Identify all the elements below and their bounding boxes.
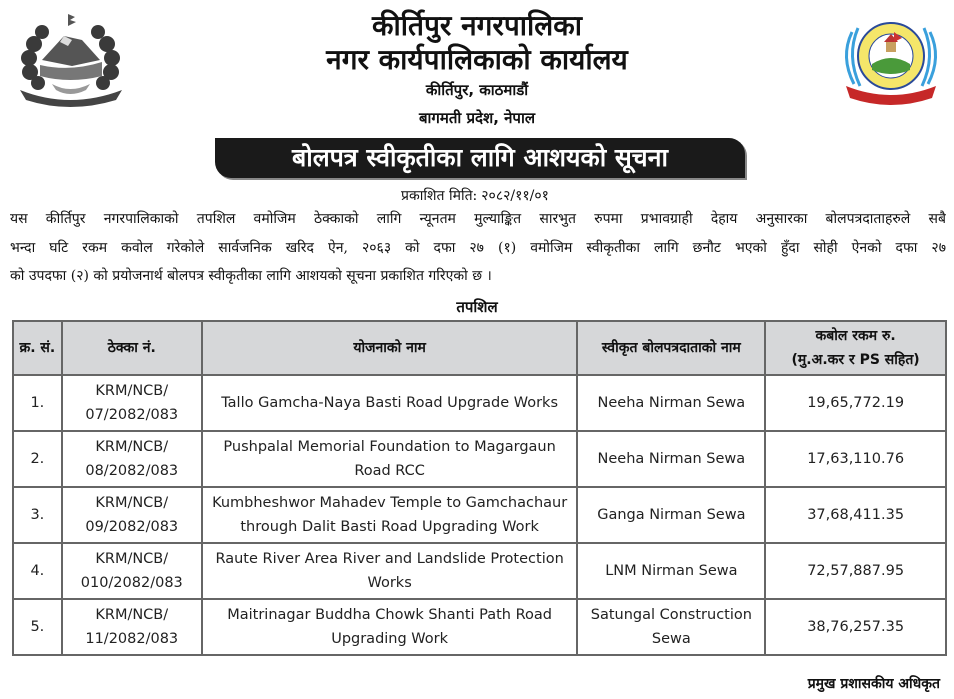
cell-project-name: Pushpalal Memorial Foundation to Magargaun Road RCC	[202, 431, 578, 487]
cell-amount: 17,63,110.76	[765, 431, 946, 487]
cell-amount: 72,57,887.95	[765, 543, 946, 599]
signatory-title: प्रमुख प्रशासकीय अधिकृत	[807, 676, 940, 692]
notice-body-line: भन्दा घटि रकम कवोल गरेकोले सार्वजनिक खरिद ऐन, २०६३ को दफा २७ (१) वमोजिम स्वीकृतीका लागि छनौट भएको हुँदा सोही ऐनको दफा २७	[10, 239, 946, 256]
cell-sn: 2.	[13, 431, 62, 487]
cell-sn: 4.	[13, 543, 62, 599]
cell-project-name: Kumbheshwor Mahadev Temple to Gamchachaur through Dalit Basti Road Upgrading Work	[202, 487, 578, 543]
published-date-line	[0, 186, 954, 205]
notice-body-line: को उपदफा (२) को प्रयोजनार्थ बोलपत्र स्वीकृतीका लागि आशयको सूचना प्रकाशित गरिएको छ ।	[10, 268, 492, 284]
tender-table	[12, 320, 947, 656]
office-location: कीर्तिपुर, काठमाडौं	[425, 81, 529, 99]
cell-amount: 19,65,772.19	[765, 375, 946, 431]
table-row	[13, 599, 946, 655]
cell-project-name: Maitrinagar Buddha Chowk Shanti Path Road Upgrading Work	[202, 599, 578, 655]
notice-title: बोलपत्र स्वीकृतीका लागि आशयको सूचना	[291, 143, 669, 172]
published-label: प्रकाशित मिति:	[401, 188, 478, 204]
table-row	[13, 375, 946, 431]
cell-contract-no: KRM/NCB/ 010/2082/083	[62, 543, 202, 599]
header-sn: क्र. सं.	[13, 321, 62, 375]
cell-sn: 3.	[13, 487, 62, 543]
header-contract-no: ठेक्का नं.	[62, 321, 202, 375]
table-header-row	[13, 321, 946, 375]
cell-sn: 5.	[13, 599, 62, 655]
header-bidder: स्वीकृत बोलपत्रदाताको नाम	[577, 321, 765, 375]
table-row	[13, 487, 946, 543]
cell-amount: 37,68,411.35	[765, 487, 946, 543]
table-row	[13, 543, 946, 599]
published-date: २०८२/११/०१	[481, 188, 549, 204]
cell-contract-no: KRM/NCB/ 11/2082/083	[62, 599, 202, 655]
table-row	[13, 431, 946, 487]
cell-contract-no: KRM/NCB/ 07/2082/083	[62, 375, 202, 431]
cell-contract-no: KRM/NCB/ 08/2082/083	[62, 431, 202, 487]
schedule-heading: तपशिल	[456, 298, 498, 316]
header-amount	[765, 321, 946, 375]
cell-bidder: Ganga Nirman Sewa	[577, 487, 765, 543]
cell-amount: 38,76,257.35	[765, 599, 946, 655]
municipality-name: कीर्तिपुर नगरपालिका	[372, 9, 582, 42]
province-name: बागमती प्रदेश, नेपाल	[418, 109, 536, 127]
header-amount-line1: कबोल रकम रु.	[815, 328, 896, 344]
notice-body	[10, 205, 946, 291]
cell-sn: 1.	[13, 375, 62, 431]
cell-bidder: LNM Nirman Sewa	[577, 543, 765, 599]
cell-bidder: Neeha Nirman Sewa	[577, 431, 765, 487]
notice-body-line: यस कीर्तिपुर नगरपालिकाको तपशिल वमोजिम ठेक्काको लागि न्यूनतम मुल्याङ्कित सारभुत रुपमा प्रभावग्राही देहाय अनुसारका बोलपत्रदाताहरुले सबै	[10, 211, 946, 227]
cell-contract-no: KRM/NCB/ 09/2082/083	[62, 487, 202, 543]
cell-project-name: Tallo Gamcha-Naya Basti Road Upgrade Works	[202, 375, 578, 431]
header-project-name: योजनाको नाम	[202, 321, 578, 375]
cell-bidder: Neeha Nirman Sewa	[577, 375, 765, 431]
office-name: नगर कार्यपालिकाको कार्यालय	[326, 43, 628, 76]
cell-project-name: Raute River Area River and Landslide Protection Works	[202, 543, 578, 599]
cell-bidder: Satungal Construction Sewa	[577, 599, 765, 655]
notice-title-banner	[215, 138, 745, 178]
header-amount-line2: (मु.अ.कर र PS सहित)	[791, 352, 920, 368]
